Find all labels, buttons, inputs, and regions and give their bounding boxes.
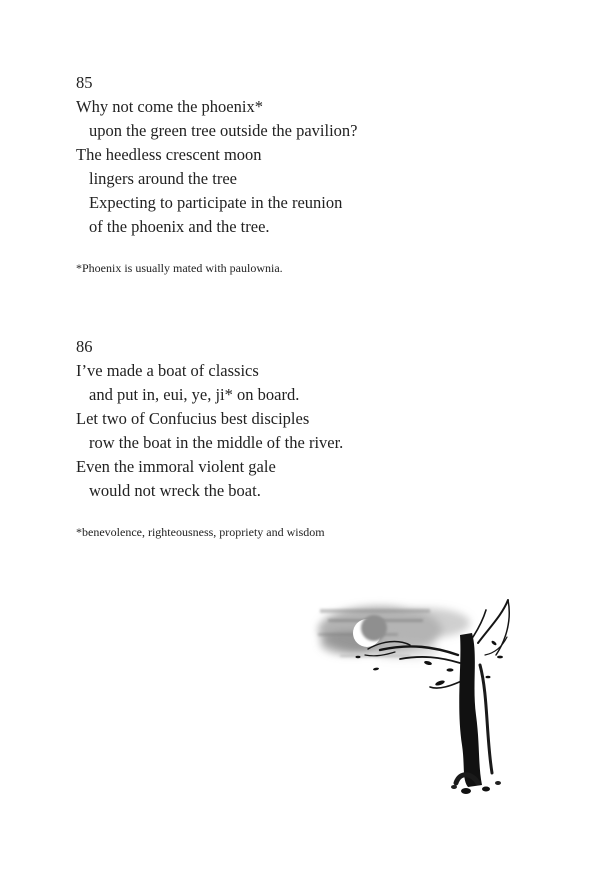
poem-line: Why not come the phoenix*	[76, 97, 263, 116]
poem-line: and put in, eui, ye, ji* on board.	[89, 385, 300, 404]
poem-85	[76, 71, 576, 276]
poem-footnote: *Phoenix is usually mated with paulownia.	[76, 261, 283, 275]
poem-line: lingers around the tree	[89, 169, 237, 188]
poem-line: The heedless crescent moon	[76, 145, 262, 164]
poem-line: I’ve made a boat of classics	[76, 361, 259, 380]
poem-line: row the boat in the middle of the river.	[89, 433, 344, 452]
poem-line: of the phoenix and the tree.	[89, 217, 270, 236]
poem-line: would not wreck the boat.	[89, 481, 261, 500]
poem-86	[76, 335, 576, 540]
poem-number: 85	[76, 73, 93, 92]
poem-line: Even the immoral violent gale	[76, 457, 276, 476]
poem-line: Let two of Confucius best disciples	[76, 409, 310, 428]
ink-tree-moon-illustration	[310, 595, 530, 800]
poem-line: Expecting to participate in the reunion	[89, 193, 343, 212]
poem-line: upon the green tree outside the pavilion?	[89, 121, 358, 140]
tree-trunk	[451, 633, 501, 794]
poem-number: 86	[76, 337, 93, 356]
poem-footnote: *benevolence, righteousness, propriety and wisdom	[76, 525, 325, 539]
